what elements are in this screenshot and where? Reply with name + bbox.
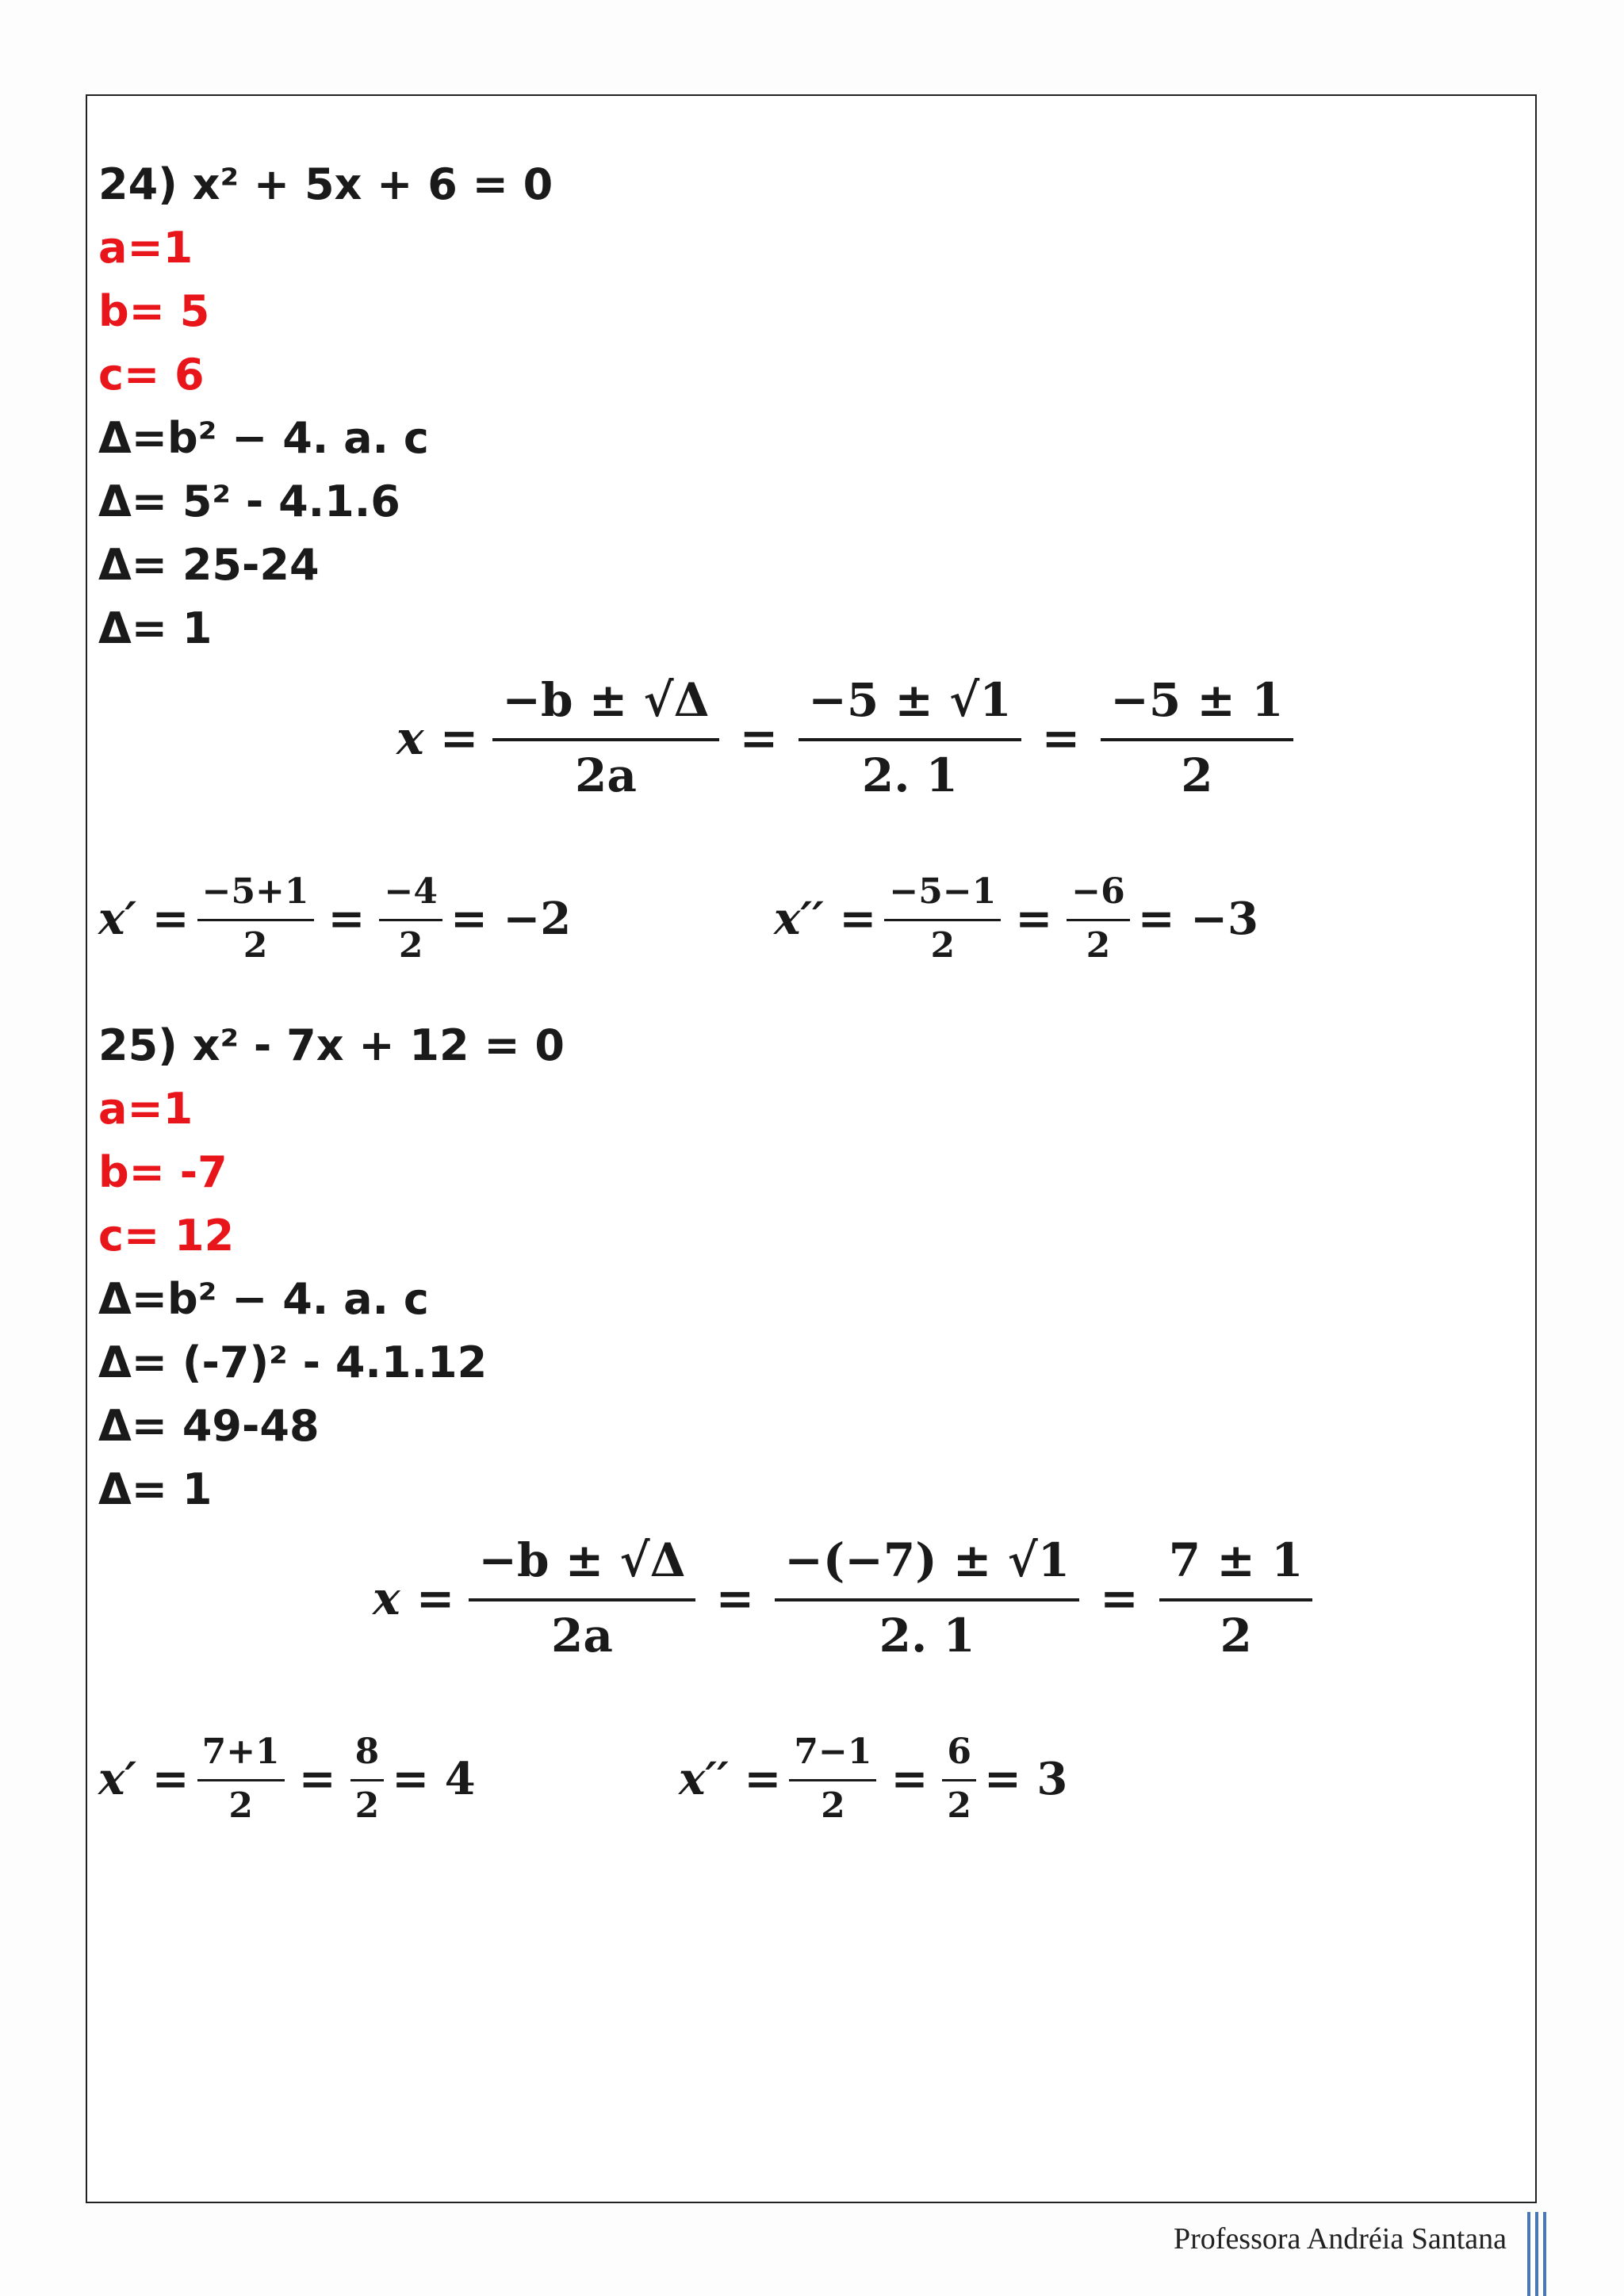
problem-24-delta-result: Δ= 1 bbox=[98, 603, 213, 653]
problem-24-a: a=1 bbox=[98, 223, 193, 273]
root-1-result: = −2 bbox=[450, 893, 572, 946]
problem-25-delta-result: Δ= 1 bbox=[98, 1464, 213, 1514]
problem-25-delta-substitution: Δ= (-7)² - 4.1.12 bbox=[98, 1337, 488, 1387]
root-1-result: = 4 bbox=[392, 1753, 476, 1806]
problem-25-a: a=1 bbox=[98, 1084, 193, 1134]
problem-25-b: b= -7 bbox=[98, 1147, 228, 1197]
bhaskara-lhs: x = bbox=[396, 710, 479, 765]
footer-author: Professora Andréia Santana bbox=[1174, 2222, 1507, 2256]
problem-25-delta-calculation: Δ= 49-48 bbox=[98, 1401, 320, 1451]
problem-24-b: b= 5 bbox=[98, 286, 210, 336]
footer-decoration-line bbox=[1543, 2212, 1546, 2296]
problem-24-delta-calculation: Δ= 25-24 bbox=[98, 540, 320, 590]
problem-25-equation: 25) x² - 7x + 12 = 0 bbox=[98, 1020, 565, 1070]
footer-decoration-line bbox=[1527, 2212, 1530, 2296]
bhaskara-fraction-general: $\frac{-b \pm √\Delta}{2a}$ bbox=[469, 1534, 695, 1662]
root-2-result: = 3 bbox=[984, 1753, 1068, 1806]
root-2-result: = −3 bbox=[1137, 893, 1259, 946]
problem-25-root-2: x′′ = $\frac{7-1}{2}$ = $\frac{6}{2}$ = 3 bbox=[679, 1732, 1068, 1826]
bhaskara-fraction-simplified: $\frac{7 \pm 1}{2}$ bbox=[1159, 1534, 1313, 1662]
problem-25-c: c= 12 bbox=[98, 1211, 235, 1261]
problem-24-delta-formula: Δ=b² − 4. a. c bbox=[98, 413, 429, 463]
problem-24-c: c= 6 bbox=[98, 350, 205, 400]
problem-24-delta-substitution: Δ= 5² - 4.1.6 bbox=[98, 476, 400, 526]
problem-24-bhaskara: x = $\frac{-b \pm √\Delta}{2a}$ = $\frac{-5 \pm √1}{2. 1}$ = $\frac{-5 \pm 1}{2}$ bbox=[396, 674, 1308, 802]
page-frame bbox=[86, 94, 1537, 2203]
problem-24-root-2: x′′ = $\frac{-5-1}{2}$ = $\frac{-6}{2}$ = −3 bbox=[774, 871, 1259, 966]
bhaskara-fraction-general: $\frac{-b \pm √\Delta}{2a}$ bbox=[492, 674, 718, 802]
footer-decoration-line bbox=[1535, 2212, 1538, 2296]
problem-25-root-1: x′ = $\frac{7+1}{2}$ = $\frac{8}{2}$ = 4 bbox=[98, 1732, 476, 1826]
bhaskara-fraction-substituted: $\frac{-(-7) \pm √1}{2. 1}$ bbox=[775, 1534, 1079, 1662]
bhaskara-fraction-simplified: $\frac{-5 \pm 1}{2}$ bbox=[1101, 674, 1293, 802]
problem-25-bhaskara: x = $\frac{-b \pm √\Delta}{2a}$ = $\frac{-(-7) \pm √1}{2. 1}$ = $\frac{7 \pm 1}{2}$ bbox=[373, 1534, 1327, 1662]
problem-24-equation: 24) x² + 5x + 6 = 0 bbox=[98, 159, 553, 209]
problem-25-delta-formula: Δ=b² − 4. a. c bbox=[98, 1274, 429, 1324]
bhaskara-fraction-substituted: $\frac{-5 \pm √1}{2. 1}$ bbox=[799, 674, 1021, 802]
problem-24-root-1: x′ = $\frac{-5+1}{2}$ = $\frac{-4}{2}$ = −2 bbox=[98, 871, 572, 966]
